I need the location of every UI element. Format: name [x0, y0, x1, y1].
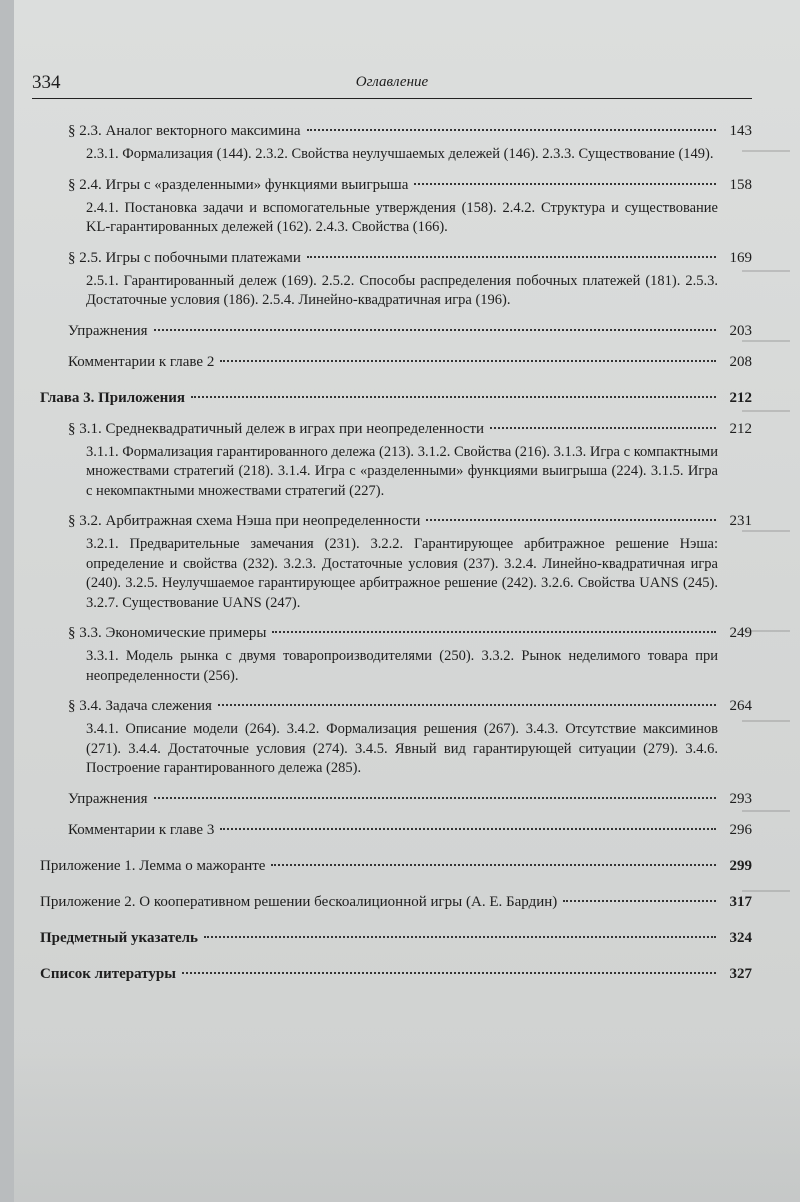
toc-subsections: 2.3.1. Формализация (144). 2.3.2. Свойства неулучшаемых дележей (146). 2.3.3. Существование (149).	[86, 146, 714, 162]
toc-page-number: 158	[729, 176, 752, 193]
toc-entry	[68, 351, 752, 373]
toc-title: Приложение 1. Лемма о мажоранте	[40, 857, 266, 874]
toc-line	[40, 891, 752, 913]
dot-leader	[220, 828, 716, 830]
toc-entry	[68, 247, 752, 311]
toc-entry	[68, 510, 752, 613]
dot-leader	[154, 329, 717, 331]
toc-page-number: 299	[729, 857, 752, 874]
dot-leader	[307, 256, 716, 258]
toc-page-number: 296	[729, 821, 752, 838]
toc-title: § 3.2. Арбитражная схема Нэша при неопределенности	[68, 513, 421, 529]
toc-entry	[68, 418, 752, 502]
toc-subsections: 2.5.1. Гарантированный дележ (169). 2.5.2. Способы распределения побочных платежей (181). 2.5.3. Достаточные условия (186). 2.5.4. Линейно-квадратичная игра (196).	[86, 272, 718, 308]
toc-page-number: 169	[729, 249, 752, 266]
toc-page-number: 208	[729, 353, 752, 370]
toc-page-number: 324	[729, 929, 752, 946]
toc-page-number: 327	[729, 965, 752, 982]
toc-page-number: 212	[729, 420, 752, 437]
toc-line	[68, 622, 752, 644]
toc-title: § 3.3. Экономические примеры	[68, 625, 267, 641]
toc-line	[40, 387, 752, 409]
toc-page-number: 203	[729, 322, 752, 339]
toc-subsections: 3.2.1. Предварительные замечания (231). 3.2.2. Гарантирующее арбитражное решение Нэша: определение и свойства (232). 3.2.3. Достаточные условия (237). 3.2.4. Линейно-квадратичная игра (240). 3.2.5. Неулучшаемое гарантирующее арбитражное решение (242). 3.2.6. Свойства UANS (245). 3.2.7. Существование UANS (247).	[86, 536, 718, 611]
toc-line	[68, 247, 752, 269]
toc-page-number: 231	[729, 513, 752, 529]
toc-entry	[40, 891, 752, 913]
running-header	[32, 68, 752, 99]
toc-entry	[68, 788, 752, 810]
toc-title: Глава 3. Приложения	[40, 389, 186, 406]
toc-line	[68, 819, 752, 841]
toc-title: § 3.1. Среднеквадратичный дележ в играх при неопределенности	[68, 420, 485, 437]
dot-leader	[191, 396, 716, 398]
toc-title: § 2.4. Игры с «разделенными» функциями выигрыша	[68, 176, 409, 193]
toc-title: Приложение 2. О кооперативном решении бескоалиционной игры (А. Е. Бардин)	[40, 893, 558, 910]
dot-leader	[563, 900, 716, 902]
toc-subsections: 3.1.1. Формализация гарантированного дележа (213). 3.1.2. Свойства (216). 3.1.3. Игра с компактными множествами стратегий (218). 3.1.4. Игра с «разделенными» функциями выигрыша (224). 3.1.5. Игра с некомпактными множествами стратегий (227).	[86, 443, 718, 499]
toc-page-number: 249	[729, 625, 752, 641]
toc-line	[68, 120, 752, 142]
table-of-contents	[40, 120, 752, 994]
toc-entry	[40, 855, 752, 877]
toc-line	[68, 695, 752, 717]
toc-line	[68, 418, 752, 440]
page-shadow	[14, 1040, 800, 1202]
toc-entry	[40, 927, 752, 949]
toc-title: § 2.3. Аналог векторного максимина	[68, 123, 301, 139]
toc-title: Предметный указатель	[40, 929, 198, 946]
toc-entry	[68, 695, 752, 779]
toc-entry	[68, 174, 752, 238]
dot-leader	[204, 936, 716, 938]
toc-title: Список литературы	[40, 965, 176, 982]
running-title: Оглавление	[355, 74, 429, 90]
toc-page-number: 293	[729, 790, 752, 807]
toc-entry	[40, 387, 752, 409]
toc-page-number: 143	[729, 123, 752, 139]
toc-line	[68, 510, 752, 532]
book-page	[14, 0, 800, 1202]
toc-title: Комментарии к главе 3	[68, 821, 215, 838]
toc-subsections: 2.4.1. Постановка задачи и вспомогательные утверждения (158). 2.4.2. Структура и существование KL-гарантированных дележей (162). 2.4.3. Свойства (166).	[86, 199, 718, 235]
toc-line	[40, 855, 752, 877]
dot-leader	[218, 704, 716, 706]
toc-line	[68, 788, 752, 810]
toc-entry	[40, 963, 752, 985]
toc-title: Упражнения	[68, 790, 148, 807]
dot-leader	[271, 864, 716, 866]
toc-line	[40, 927, 752, 949]
dot-leader	[426, 519, 716, 521]
toc-page-number: 264	[729, 698, 752, 714]
toc-subsections: 3.4.1. Описание модели (264). 3.4.2. Формализация решения (267). 3.4.3. Отсутствие максиминов (271). 3.4.4. Достаточные условия (274). 3.4.5. Явный вид гарантирующей ситуации (279). 3.4.6. Построение гарантированного дележа (285).	[86, 721, 718, 776]
dot-leader	[414, 183, 716, 185]
toc-line	[68, 351, 752, 373]
dot-leader	[490, 427, 716, 429]
toc-subsections: 3.3.1. Модель рынка с двумя товаропроизводителями (250). 3.3.2. Рынок неделимого товара при неопределенности (256).	[86, 648, 718, 684]
dot-leader	[182, 972, 716, 974]
toc-line	[40, 963, 752, 985]
toc-title: Комментарии к главе 2	[68, 353, 215, 370]
toc-entry	[68, 622, 752, 686]
toc-title: § 3.4. Задача слежения	[68, 698, 212, 714]
dot-leader	[272, 631, 716, 633]
toc-entry	[68, 320, 752, 342]
dot-leader	[307, 129, 716, 131]
toc-entry	[68, 819, 752, 841]
page-number: 334	[32, 72, 61, 93]
dot-leader	[154, 797, 717, 799]
toc-page-number: 317	[729, 893, 752, 910]
dot-leader	[220, 360, 716, 362]
toc-title: § 2.5. Игры с побочными платежами	[68, 249, 301, 266]
toc-page-number: 212	[729, 389, 752, 406]
toc-line	[68, 320, 752, 342]
toc-entry	[68, 120, 752, 165]
toc-line	[68, 174, 752, 196]
toc-title: Упражнения	[68, 322, 148, 339]
